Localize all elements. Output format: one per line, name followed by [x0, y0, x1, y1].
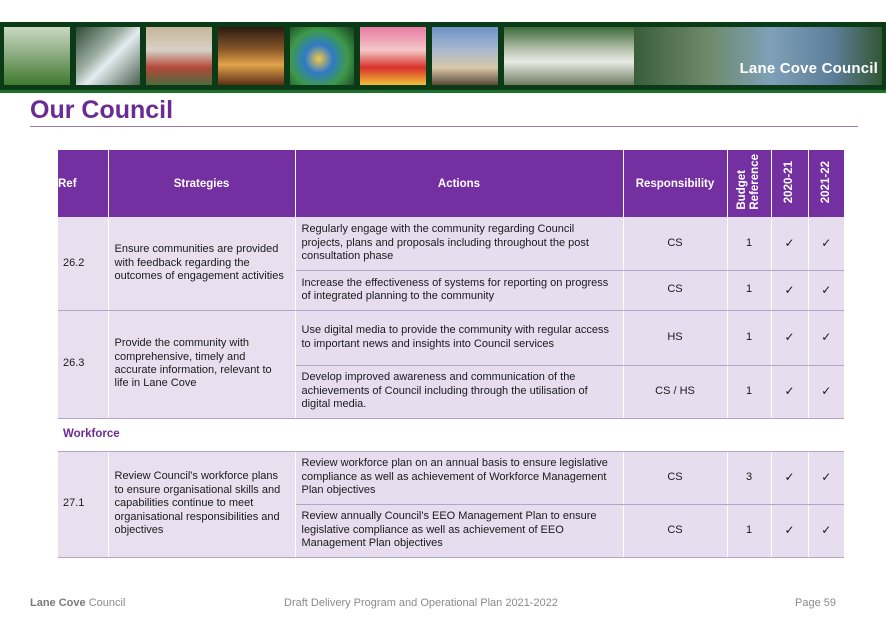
check-icon: ✓ [771, 451, 808, 504]
action-cell: Increase the effectiveness of systems for reporting on progress of integrated planning to the community [295, 270, 623, 310]
budget-cell: 1 [727, 217, 771, 270]
check-icon: ✓ [771, 270, 808, 310]
header-budget-line2: Reference [749, 154, 761, 210]
footer-org [30, 597, 125, 609]
check-icon: ✓ [808, 270, 844, 310]
check-icon: ✓ [808, 310, 844, 365]
header-budget-line1: Budget [735, 170, 748, 210]
responsibility-cell: CS [623, 270, 727, 310]
header-actions: Actions [295, 150, 623, 217]
check-icon: ✓ [771, 217, 808, 270]
header-strategies: Strategies [108, 150, 295, 217]
header-year-2020-21: 2020-21 [771, 150, 808, 217]
action-cell: Review annually Council's EEO Management Plan to ensure legislative compliance as well as achievement of EEO Management Plan objectives [295, 504, 623, 557]
action-cell: Use digital media to provide the community with regular access to important news and insights into Council services [295, 310, 623, 365]
budget-cell: 1 [727, 310, 771, 365]
responsibility-cell: CS [623, 504, 727, 557]
banner-photo-waterfall [76, 27, 140, 85]
strategy-cell: Review Council's workforce plans to ensure organisational skills and capabilities continue to meet organisational responsibilities and objectives [108, 451, 295, 557]
ref-cell: 26.3 [58, 310, 108, 418]
banner-photo-plaza [504, 27, 634, 85]
responsibility-cell: CS [623, 217, 727, 270]
check-icon: ✓ [808, 451, 844, 504]
title-divider [30, 126, 858, 127]
section-label: Workforce [58, 418, 844, 451]
council-name: Lane Cove Council [739, 60, 878, 77]
table-header-row [58, 150, 844, 217]
ref-cell: 27.1 [58, 451, 108, 557]
budget-cell: 3 [727, 451, 771, 504]
footer-document-title: Draft Delivery Program and Operational Plan 2021-2022 [284, 597, 558, 609]
plan-table [58, 150, 844, 558]
action-cell: Regularly engage with the community regarding Council projects, plans and proposals including throughout the post consultation phase [295, 217, 623, 270]
responsibility-cell: CS / HS [623, 365, 727, 418]
footer-org-bold: Lane Cove [30, 597, 86, 609]
budget-cell: 1 [727, 270, 771, 310]
footer-page-number: Page 59 [795, 597, 836, 609]
banner-photo-festival-crowd [146, 27, 212, 85]
banner-photo-building [432, 27, 498, 85]
responsibility-cell: CS [623, 451, 727, 504]
check-icon: ✓ [771, 504, 808, 557]
banner-photo-parrot [290, 27, 354, 85]
table-row [58, 451, 844, 504]
check-icon: ✓ [771, 310, 808, 365]
header-budget-reference [727, 150, 771, 217]
action-cell: Develop improved awareness and communication of the achievements of Council including through the utilisation of digital media. [295, 365, 623, 418]
strategy-cell: Provide the community with comprehensive, timely and accurate information, relevant to life in Lane Cove [108, 310, 295, 418]
check-icon: ✓ [808, 217, 844, 270]
banner-photo-golf-course [4, 27, 70, 85]
ref-cell: 26.2 [58, 217, 108, 310]
table-row [58, 310, 844, 365]
action-cell: Review workforce plan on an annual basis to ensure legislative compliance as well as achievement of Workforce Management Plan objectives [295, 451, 623, 504]
banner-photo-night-market [218, 27, 284, 85]
header-responsibility: Responsibility [623, 150, 727, 217]
section-row-workforce [58, 418, 844, 451]
table-row [58, 217, 844, 270]
budget-cell: 1 [727, 365, 771, 418]
page-title: Our Council [30, 96, 174, 124]
check-icon: ✓ [808, 365, 844, 418]
header-ref: Ref [58, 150, 108, 217]
budget-cell: 1 [727, 504, 771, 557]
header-banner [0, 22, 886, 93]
check-icon: ✓ [771, 365, 808, 418]
check-icon: ✓ [808, 504, 844, 557]
responsibility-cell: HS [623, 310, 727, 365]
footer-org-rest: Council [88, 597, 126, 609]
header-year-2021-22: 2021-22 [808, 150, 844, 217]
banner-photo-dancer [360, 27, 426, 85]
strategy-cell: Ensure communities are provided with feedback regarding the outcomes of engagement activities [108, 217, 295, 310]
